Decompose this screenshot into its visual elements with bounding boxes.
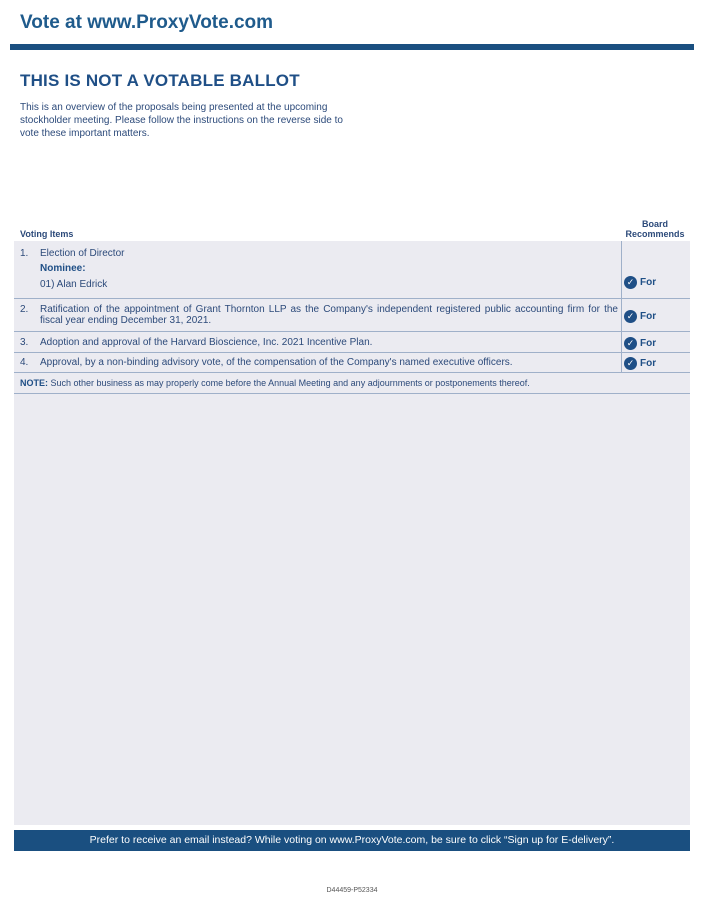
- voting-panel: [14, 241, 690, 825]
- nominee-label: Nominee:: [40, 263, 86, 274]
- recommendation-label: For: [640, 311, 657, 322]
- header-rule: [10, 44, 694, 50]
- document-code: D44459-P52334: [326, 887, 378, 894]
- ballot-title: THIS IS NOT A VOTABLE BALLOT: [20, 71, 300, 90]
- note: [20, 378, 530, 388]
- recommendation-label: For: [640, 338, 657, 349]
- voting-items-header: Voting Items: [20, 229, 74, 239]
- nominee-name: 01) Alan Edrick: [40, 279, 108, 290]
- voting-item-2: [20, 304, 618, 328]
- row-divider: [14, 298, 690, 299]
- check-circle-icon: ✓: [624, 357, 637, 370]
- board-header-line2: Recommends: [625, 229, 685, 239]
- item-number: 3.: [20, 337, 29, 348]
- voting-item-1: [20, 248, 610, 259]
- header-title: Vote at www.ProxyVote.com: [20, 12, 274, 33]
- check-circle-icon: ✓: [624, 337, 637, 350]
- item-text: Approval, by a non-binding advisory vote, of the compensation of the Company's named executive officers.: [40, 357, 513, 368]
- column-divider: [621, 241, 622, 373]
- board-header-line1: Board: [641, 219, 668, 229]
- recommendation-label: For: [640, 358, 657, 369]
- item-number: 1.: [20, 248, 29, 259]
- item-number: 4.: [20, 357, 29, 368]
- voting-item-4: [20, 357, 618, 368]
- recommendation-3: [624, 337, 656, 350]
- item-text: Adoption and approval of the Harvard Bioscience, Inc. 2021 Incentive Plan.: [40, 337, 373, 348]
- check-circle-icon: ✓: [624, 310, 637, 323]
- row-divider: [14, 372, 690, 373]
- item-number: 2.: [20, 304, 29, 315]
- edelivery-banner: Prefer to receive an email instead? While voting on www.ProxyVote.com, be sure to click “Sign up for E-delivery”.: [14, 830, 690, 851]
- check-circle-icon: ✓: [624, 276, 637, 289]
- ballot-intro: This is an overview of the proposals being presented at the upcoming stockholder meeting. Please follow the instructions on the reverse side to vote these important matters.: [20, 102, 343, 139]
- recommendation-4: [624, 357, 656, 370]
- recommendation-label: For: [640, 277, 657, 288]
- item-text: Election of Director: [40, 248, 125, 259]
- row-divider: [14, 331, 690, 332]
- note-label: NOTE:: [20, 378, 48, 388]
- recommendation-2: [624, 310, 656, 323]
- voting-item-3: [20, 337, 618, 348]
- row-divider: [14, 352, 690, 353]
- recommendation-1: [624, 276, 656, 289]
- row-divider: [14, 393, 690, 394]
- item-text: Ratification of the appointment of Grant Thornton LLP as the Company's independent registered public accounting firm for the fiscal year ending December 31, 2021.: [40, 304, 618, 326]
- note-text: Such other business as may properly come before the Annual Meeting and any adjournments or postponements thereof.: [48, 378, 530, 388]
- board-recommends-header: [620, 219, 690, 239]
